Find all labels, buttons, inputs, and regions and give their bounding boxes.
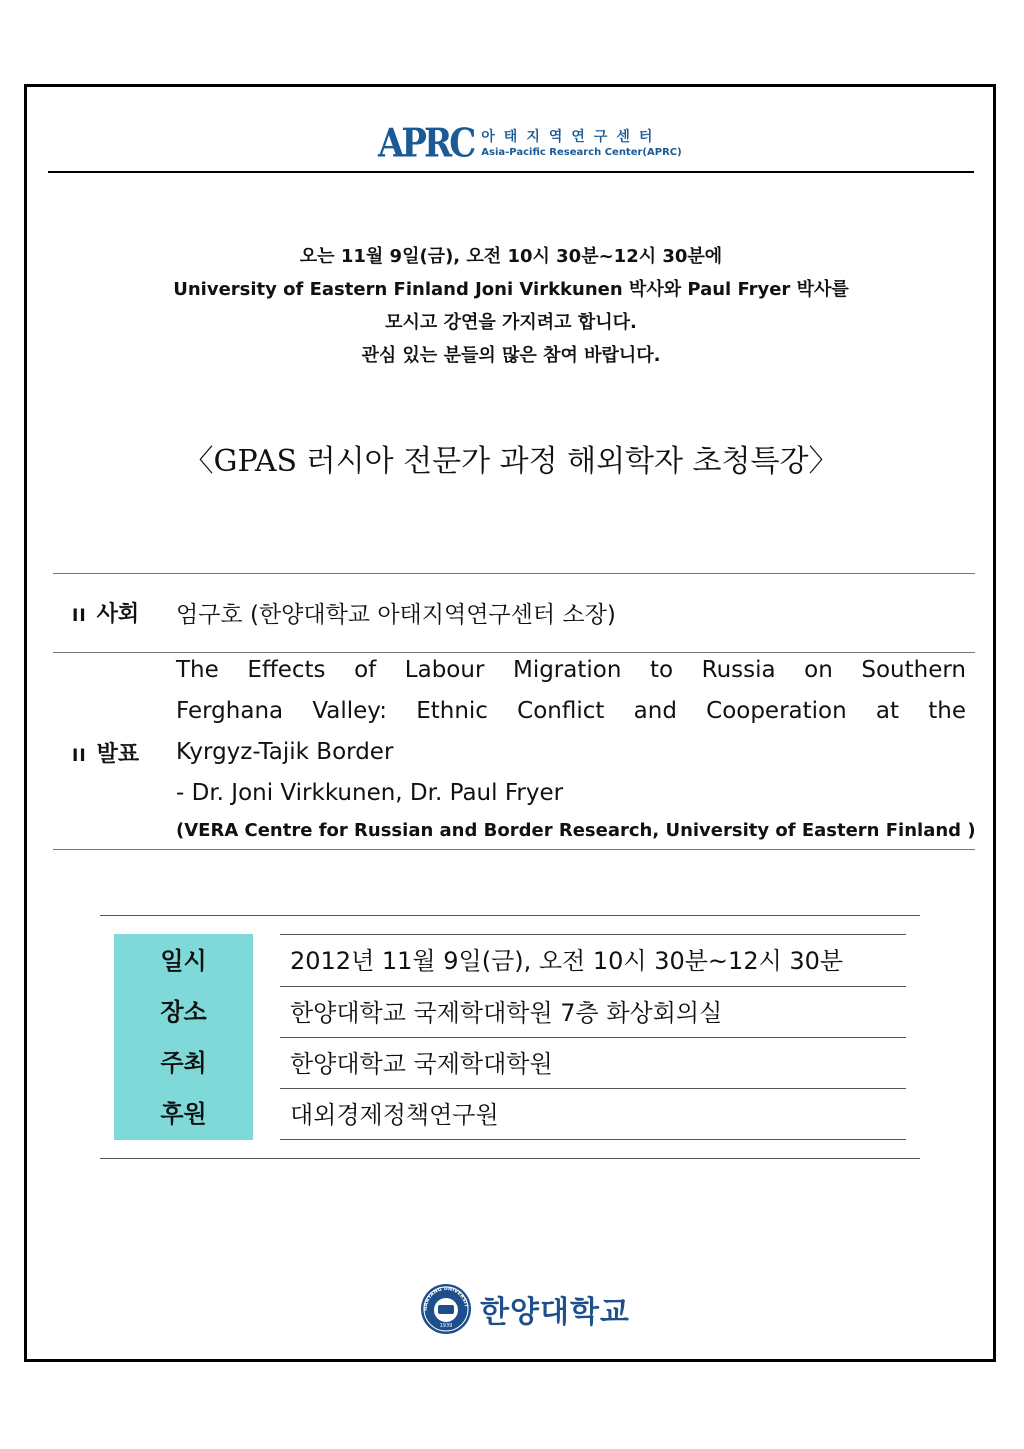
talk-details — [176, 650, 976, 848]
talk-speakers: - Dr. Joni Virkkunen, Dr. Paul Fryer — [176, 780, 564, 806]
aprc-logo-korean: 아태지역연구센터 — [481, 129, 662, 145]
info-table-bottom-rule — [100, 1158, 920, 1159]
info-label-date: 일시 — [160, 947, 207, 975]
seal-year: 1939 — [439, 1323, 453, 1329]
info-value-sponsor: 대외경제정책연구원 — [290, 1101, 499, 1129]
intro-line: 오는 11월 9일(금), 오전 10시 30분~12시 30분에 — [299, 246, 723, 267]
info-value-venue: 한양대학교 국제학대학원 7층 화상회의실 — [290, 999, 723, 1027]
university-name: 한양대학교 — [480, 1295, 630, 1330]
info-table-top-rule — [100, 915, 920, 916]
chair-value: 엄구호 (한양대학교 아태지역연구센터 소장) — [176, 602, 616, 628]
talk-label-text: 발표 — [96, 742, 140, 767]
talk-affiliation: (VERA Centre for Russian and Border Research, University of Eastern Finland ) — [176, 820, 976, 841]
info-label-venue: 장소 — [160, 998, 207, 1026]
intro-line: 모시고 강연을 가지려고 합니다. — [385, 312, 637, 333]
chair-label — [72, 597, 139, 628]
lecture-title: 〈GPAS 러시아 전문가 과정 해외학자 초청특강〉 — [183, 444, 839, 479]
aprc-logo-mark: APRC — [378, 121, 474, 167]
talk-title-line: Kyrgyz-Tajik Border — [176, 739, 394, 765]
info-label-sponsor: 후원 — [160, 1100, 207, 1128]
hanyang-seal-icon — [420, 1283, 472, 1335]
info-value-host: 한양대학교 국제학대학원 — [290, 1050, 553, 1078]
intro-line: 관심 있는 분들의 많은 참여 바랍니다. — [361, 345, 661, 366]
info-value-date: 2012년 11월 9일(금), 오전 10시 30분~12시 30분 — [290, 947, 844, 975]
intro-line: University of Eastern Finland Joni Virkkunen 박사와 Paul Fryer 박사를 — [173, 279, 849, 300]
program-divider-bottom — [53, 849, 975, 850]
hanyang-logo — [420, 1283, 630, 1335]
aprc-logo-text — [481, 130, 681, 158]
info-label-host: 주최 — [160, 1049, 207, 1077]
info-row-rule — [280, 934, 906, 935]
info-row-rule — [280, 986, 906, 987]
talk-label — [72, 737, 139, 768]
chair-label-text: 사회 — [96, 602, 140, 627]
roman-mark: II — [72, 746, 87, 766]
aprc-logo-english: Asia-Pacific Research Center(APRC) — [481, 147, 682, 158]
info-label-column — [114, 934, 253, 1140]
info-row-rule — [280, 1037, 906, 1038]
talk-title-line: Ferghana Valley: Ethnic Conflict and Cooperation at the — [176, 698, 966, 724]
seal-ring-text: HANYANG UNIVERSIT — [422, 1285, 469, 1311]
roman-mark: II — [72, 606, 87, 626]
info-row-rule — [280, 1088, 906, 1089]
intro-paragraph — [48, 240, 974, 372]
talk-title-line: The Effects of Labour Migration to Russia on Southern — [176, 657, 966, 683]
program-divider-top — [53, 573, 975, 574]
aprc-logo — [378, 123, 682, 165]
info-row-rule — [280, 1139, 906, 1140]
header-divider — [48, 171, 974, 173]
